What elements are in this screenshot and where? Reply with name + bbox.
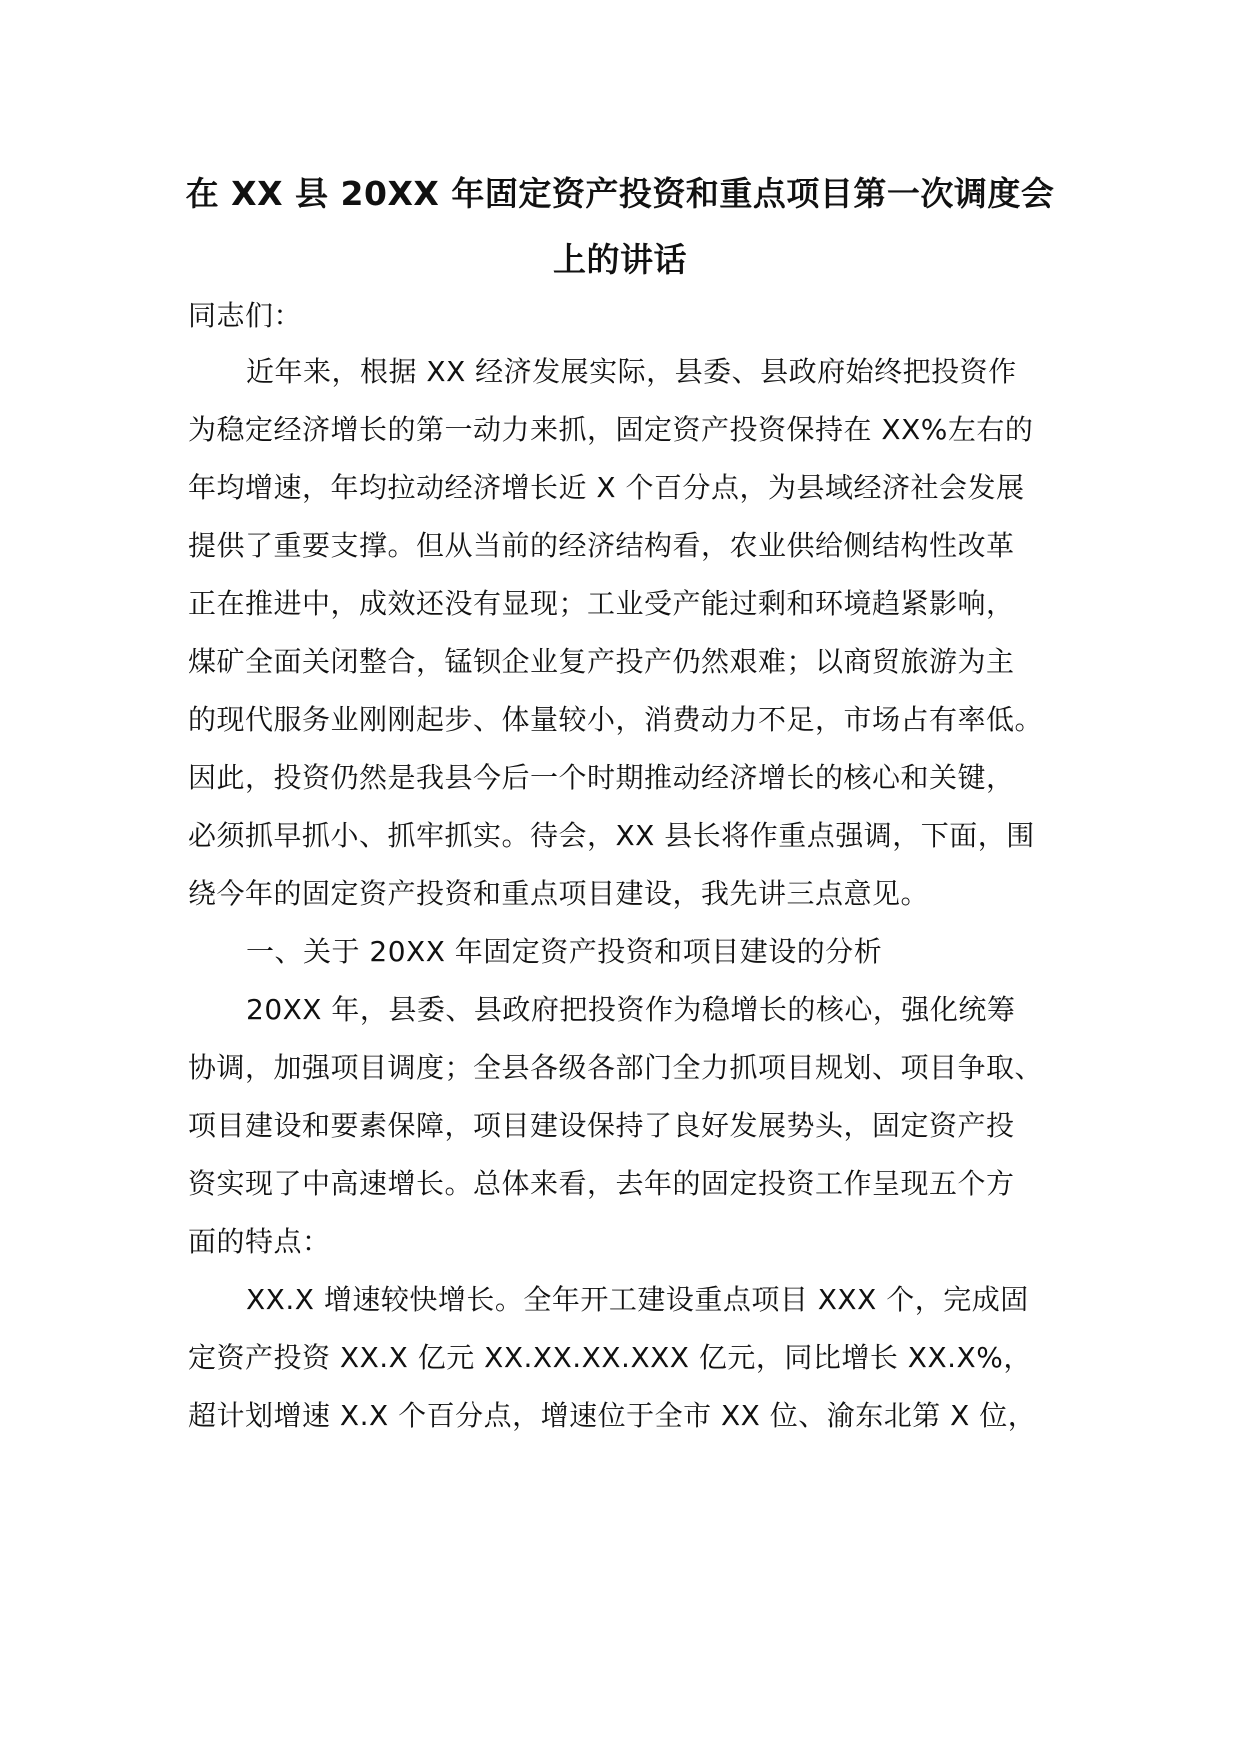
document-title-line-2: 上的讲话 — [553, 240, 687, 279]
body-line: 必须抓早抓小、抓牢抓实。待会，XX 县长将作重点强调，下面，围 — [188, 819, 1035, 852]
body-line: 近年来，根据 XX 经济发展实际，县委、县政府始终把投资作 — [246, 355, 1017, 388]
body-line: XX.X 增速较快增长。全年开工建设重点项目 XXX 个，完成固 — [246, 1283, 1029, 1316]
body-line: 20XX 年，县委、县政府把投资作为稳增长的核心，强化统筹 — [246, 993, 1016, 1026]
body-line: 项目建设和要素保障，项目建设保持了良好发展势头，固定资产投 — [188, 1109, 1015, 1142]
document-title-line-1: 在 XX 县 20XX 年固定资产投资和重点项目第一次调度会 — [185, 174, 1055, 213]
body-line: 因此，投资仍然是我县今后一个时期推动经济增长的核心和关键， — [188, 761, 1015, 794]
body-line: 协调，加强项目调度；全县各级各部门全力抓项目规划、项目争取、 — [188, 1051, 1044, 1084]
body-line: 资实现了中高速增长。总体来看，去年的固定投资工作呈现五个方 — [188, 1167, 1015, 1200]
body-line: 煤矿全面关闭整合，锰钡企业复产投产仍然艰难；以商贸旅游为主 — [188, 645, 1015, 678]
section-heading: 一、关于 20XX 年固定资产投资和项目建设的分析 — [246, 935, 883, 968]
body-line: 的现代服务业刚刚起步、体量较小，消费动力不足，市场占有率低。 — [188, 703, 1044, 736]
body-line: 绕今年的固定资产投资和重点项目建设，我先讲三点意见。 — [188, 877, 930, 910]
body-line: 超计划增速 X.X 个百分点，增速位于全市 XX 位、渝东北第 X 位， — [188, 1399, 1037, 1432]
body-line: 为稳定经济增长的第一动力来抓，固定资产投资保持在 XX%左右的 — [188, 413, 1034, 446]
body-line: 年均增速，年均拉动经济增长近 X 个百分点，为县域经济社会发展 — [188, 471, 1025, 504]
body-line: 定资产投资 XX.X 亿元 XX.XX.XX.XXX 亿元，同比增长 XX.X%， — [188, 1341, 1032, 1374]
salutation: 同志们： — [188, 299, 303, 332]
body-line: 提供了重要支撑。但从当前的经济结构看，农业供给侧结构性改革 — [188, 529, 1015, 562]
body-line: 面的特点： — [188, 1225, 331, 1258]
body-line: 正在推进中，成效还没有显现；工业受产能过剩和环境趋紧影响， — [188, 587, 1015, 620]
